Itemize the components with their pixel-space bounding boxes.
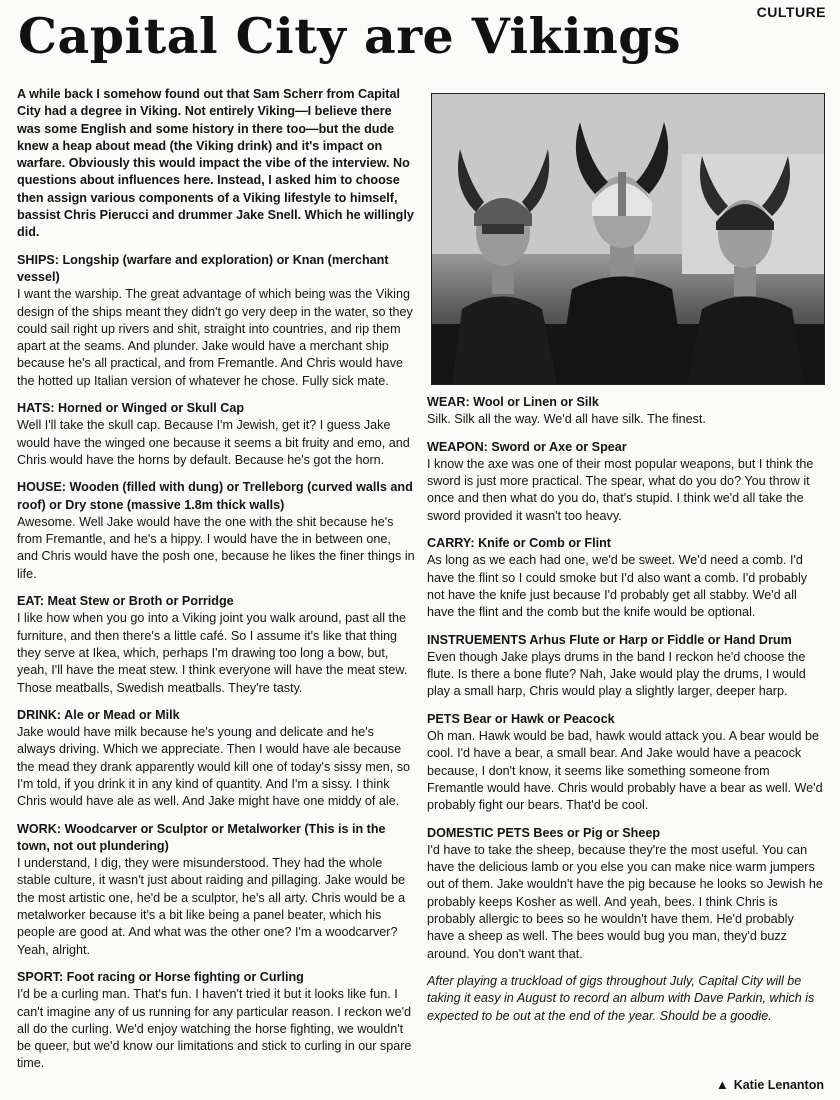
answer-text: Even though Jake plays drums in the band I reckon he'd choose the flute. Is there a bone flute? Nah, Jake would play the drums, I would play a small harp, Chris would play a slightly larger, deeper harp. <box>427 649 806 699</box>
answer-text: I understand, I dig, they were misunderstood. They had the whole stable culture, it wasn't just about raiding and pillaging. Jake would be the most artistic one, he'd be a sculptor, he's all arty. Chris would be a metalworker because it's a bit like being a panel beater, which his people are good at. And what was the other one? I'm a woodcarver? Yeah, alright. <box>17 856 406 957</box>
answer-text: Well I'll take the skull cap. Because I'm Jewish, get it? I guess Jake would have the winged one because it seems a bit fruity and emo, and Chris would have the horns by default. Because he's got the horn. <box>17 418 410 467</box>
answer-text: Silk. Silk all the way. We'd all have silk. The finest. <box>427 412 706 427</box>
question-heading: CARRY: Knife or Comb or Flint <box>427 536 611 551</box>
question-heading: INSTRUEMENTS Arhus Flute or Harp or Fiddle or Hand Drum <box>427 632 792 647</box>
article-title: Capital City are Vikings <box>18 7 682 65</box>
question-heading: WEAR: Wool or Linen or Silk <box>427 395 599 409</box>
qa-carry <box>427 535 824 621</box>
qa-drink <box>17 707 415 811</box>
answer-text: I'd be a curling man. That's fun. I haven't tried it but it looks like fun. I can't imagine any of us running for any particular reason. I reckon we'd all do the curling. We'd enjoy watching the horse fighting, we wouldn't be queer, but we'd know our limitations and stick to curling in our spare time. <box>17 987 412 1071</box>
question-heading: DRINK: Ale or Mead or Milk <box>17 707 180 722</box>
article-outro: After playing a truckload of gigs throughout July, Capital City will be taking it easy in August to record an album with Dave Parkin, which is expected to be out at the end of the year. Should be a goodie. <box>427 973 815 1023</box>
author-name: Katie Lenanton <box>733 1078 824 1092</box>
question-heading: SHIPS: Longship (warfare and exploration) or Knan (merchant vessel) <box>17 252 389 284</box>
qa-domestic-pets <box>427 825 824 963</box>
answer-text: Jake would have milk because he's young and delicate and he's always driving. Which we appreciate. Then I would have ale because the mead they drank apparently would kill one of today's sissy men, so I'm told, if you drink it in any kind of quantity. And I'm a sissy. I think Chris would have ale as well. And Jake might have one middy of ale. <box>17 725 411 809</box>
left-column <box>17 86 415 1083</box>
question-heading: WEAPON: Sword or Axe or Spear <box>427 439 627 454</box>
question-heading: HOUSE: Wooden (filled with dung) or Trelleborg (curved walls and roof) or Dry stone (massive 1.8m thick walls) <box>17 480 413 512</box>
band-photo-illustration <box>432 94 824 384</box>
question-heading: PETS Bear or Hawk or Peacock <box>427 711 615 726</box>
answer-text: I want the warship. The great advantage of which being was the Viking design of the ships meant they didn't go very deep in the water, so they could sail right up rivers and shit, straight into countries, and rip them apart at the seams. And plunder. Jake would have a merchant ship because he's all practical, and from Fremantle. And Chris would have the hotted up Italian version of whatever he chose. Fully sick mate. <box>17 287 413 388</box>
qa-work <box>17 821 415 959</box>
qa-hats <box>17 400 415 469</box>
answer-text: I'd have to take the sheep, because they're the most useful. You can have the delicious lamb or you else you can make nice warm jumpers out of them. Jake wouldn't have the pig because he looks so Jewish he probably keeps Kosher as well. And yeah, bees. I think Chris is probably allergic to bees so he wouldn't have them. He'd probably have a sheep as well. The bees would bug you man, they'd buzz around. You don't want that. <box>427 842 823 961</box>
answer-text: I like how when you go into a Viking joint you walk around, past all the furniture, and then there's a little café. So I assume it's like that thing they serve at Ikea, which, perhaps I'm drawing too long a bow, but, yeah, I'll have the meat stew. I think everyone will have the meat stew. Those meatballs, Swedish meatballs. They're tasty. <box>17 611 408 695</box>
band-photo <box>431 93 825 385</box>
qa-ships <box>17 252 415 390</box>
answer-text: I know the axe was one of their most popular weapons, but I think the sword is just more practical. The spear, what do you do? You throw it once and then what do you do, that's stupid. I think we'd all take the sword provided it wasn't too heavy. <box>427 456 814 523</box>
question-heading: DOMESTIC PETS Bees or Pig or Sheep <box>427 825 661 840</box>
right-column <box>427 394 824 1025</box>
answer-text: Awesome. Well Jake would have the one with the shit because he's from Fremantle, and he's a hippy. I would have the in between one, and Chris would have the posh one, because he likes the finer things in life. <box>17 514 415 581</box>
qa-eat <box>17 593 415 697</box>
qa-instruments <box>427 632 824 701</box>
author-mark-icon: ▲ <box>715 1077 729 1092</box>
answer-text: Oh man. Hawk would be bad, hawk would attack you. A bear would be cool. I'd have a bear, a small bear. And Jake would have a peacock because, I don't know, it seems like something someone from Fremantle would have. Chris would probably have a bear as well. We'd probably fight our bears. That'd be cool. <box>427 729 823 813</box>
question-heading: SPORT: Foot racing or Horse fighting or Curling <box>17 969 304 984</box>
section-label: CULTURE <box>756 4 826 20</box>
qa-weapon <box>427 439 824 525</box>
question-heading: WORK: Woodcarver or Sculptor or Metalworker (This is in the town, not out plundering) <box>17 821 386 853</box>
qa-pets <box>427 711 824 815</box>
qa-sport <box>17 969 415 1073</box>
question-heading: HATS: Horned or Winged or Skull Cap <box>17 401 245 416</box>
qa-house <box>17 479 415 583</box>
question-heading: EAT: Meat Stew or Broth or Porridge <box>17 594 234 609</box>
byline <box>716 1077 824 1092</box>
qa-wear <box>427 394 824 429</box>
answer-text: As long as we each had one, we'd be sweet. We'd need a comb. I'd have the flint so I could smoke but I'd also want a comb. I'd probably not have the knife just because I'd probably get all stabby. We'd all have the flint and the comb but the knife would be optional. <box>427 553 808 620</box>
article-intro: A while back I somehow found out that Sam Scherr from Capital City had a degree in Viking. Not entirely Viking—I believe there was some English and some history in there too—but the dude knew a heap about mead (the Viking drink) and it's impact on warfare. Obviously this would impact the vibe of the interview. No questions about influences here. Instead, I asked him to choose then assign various components of a Viking lifestyle to himself, bassist Chris Pierucci and drummer Jake Snell. Which he willingly did. <box>17 87 414 240</box>
